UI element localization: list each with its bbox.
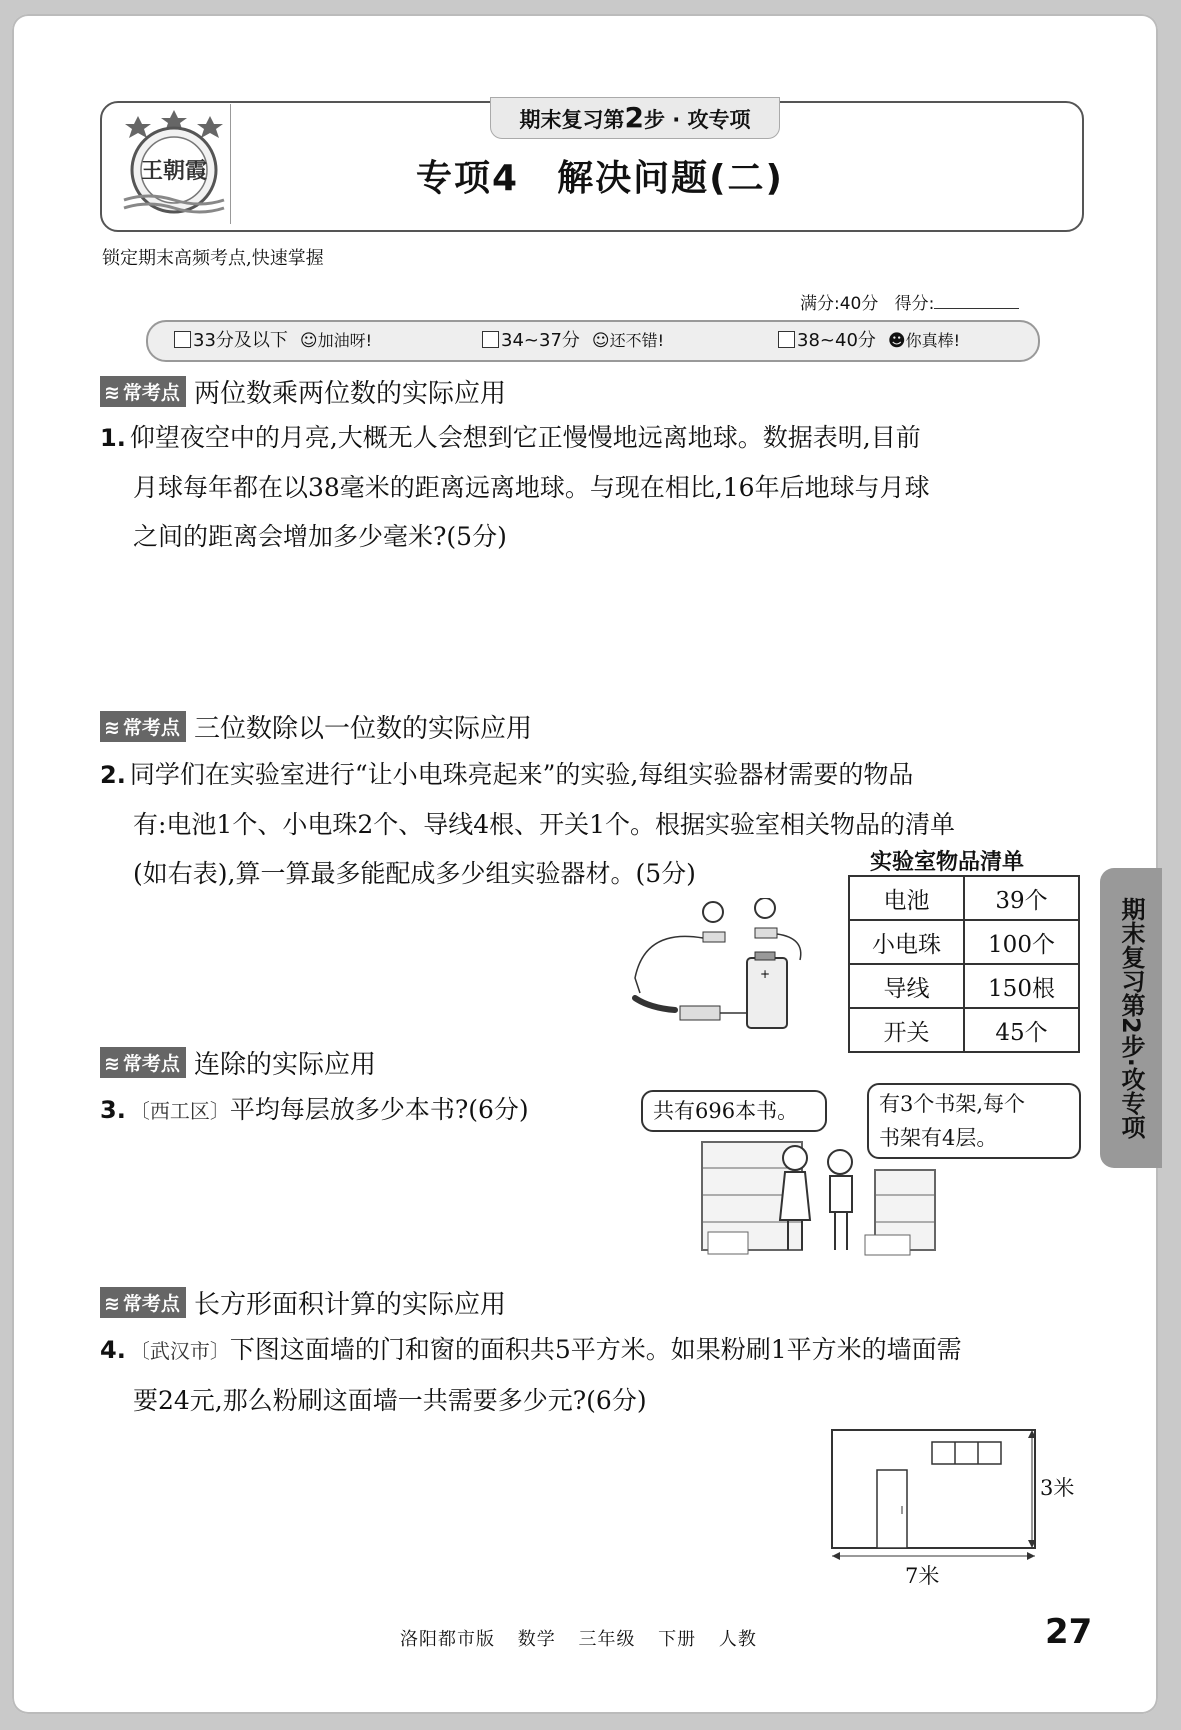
star-face-icon: ☻	[887, 331, 906, 351]
full-score: 满分:40分	[800, 294, 879, 314]
rating-high-range: 38~40分	[797, 330, 876, 351]
frequent-topic-tag: ≋ 常考点	[100, 711, 186, 742]
table-cell: 100个	[964, 920, 1079, 964]
lab-table-title: 实验室物品清单	[870, 850, 1025, 875]
section-title: 连除的实际应用	[193, 1050, 376, 1080]
rating-low	[174, 328, 372, 354]
lab-items-table	[848, 875, 1080, 1053]
table-row	[849, 876, 1079, 920]
speech-bubble-left: 共有696本书。	[641, 1090, 827, 1132]
waves-icon: ≋	[104, 1293, 120, 1315]
width-label: 7米	[905, 1564, 940, 1588]
section-title: 三位数除以一位数的实际应用	[193, 714, 532, 744]
switch-icon	[680, 1006, 720, 1020]
score-line	[800, 289, 1019, 314]
waves-icon: ≋	[104, 1053, 120, 1075]
boy-icon	[828, 1150, 852, 1174]
table-cell: 小电珠	[849, 920, 964, 964]
table-cell: 开关	[849, 1008, 964, 1052]
question-line: 有:电池1个、小电珠2个、导线4根、开关1个。根据实验室相关物品的清单	[133, 810, 956, 839]
table-row	[849, 1008, 1079, 1052]
rating-high-checkbox[interactable]	[778, 331, 795, 348]
table-row	[849, 964, 1079, 1008]
rating-high	[778, 328, 960, 354]
section-heading	[100, 1044, 376, 1081]
logo-divider	[230, 104, 231, 224]
circuit-illustration	[615, 898, 815, 1038]
rating-low-comment: 加油呀!	[317, 331, 373, 350]
bulb-icon	[703, 902, 723, 922]
frequent-topic-tag: ≋ 常考点	[100, 1047, 186, 1078]
smile-face-icon: ☺	[591, 331, 610, 351]
question-line: 仰望夜空中的月亮,大概无人会想到它正慢慢地远离地球。数据表明,目前	[129, 423, 921, 452]
question-1	[100, 413, 1090, 561]
bubble-line: 有3个书架,每个	[879, 1092, 1026, 1116]
bookshelf-illustration	[700, 1140, 950, 1260]
section-title: 长方形面积计算的实际应用	[193, 1290, 506, 1320]
table-cell: 39个	[964, 876, 1079, 920]
height-label: 3米	[1040, 1476, 1075, 1500]
rating-high-comment: 你真棒!	[905, 331, 961, 350]
rating-mid-range: 34~37分	[501, 330, 580, 351]
rating-bar	[146, 320, 1040, 362]
rating-low-checkbox[interactable]	[174, 331, 191, 348]
score-blank[interactable]	[934, 294, 1019, 309]
table-cell: 45个	[964, 1008, 1079, 1052]
window-icon	[932, 1442, 1001, 1464]
section-heading	[100, 708, 532, 745]
question-line: 同学们在实验室进行“让小电珠亮起来”的实验,每组实验器材需要的物品	[129, 760, 914, 789]
step-number: 2	[624, 101, 644, 134]
cheer-face-icon: ☺	[299, 331, 318, 351]
question-number: 2.	[100, 761, 126, 789]
svg-text:+: +	[759, 967, 771, 981]
rating-low-range: 33分及以下	[193, 330, 288, 351]
table-row	[849, 920, 1079, 964]
subtitle: 锁定期末高频考点,快速掌握	[102, 248, 324, 269]
region-label: 〔西工区〕	[129, 1099, 230, 1123]
footer: 洛阳都市版 数学 三年级 下册 人教	[400, 1629, 757, 1650]
hand-icon	[635, 998, 675, 1010]
page-number: 27	[1045, 1612, 1093, 1652]
rating-mid-comment: 还不错!	[609, 331, 665, 350]
bulb-icon	[755, 898, 775, 918]
step-suffix: 步 · 攻专项	[643, 108, 751, 132]
table-cell: 导线	[849, 964, 964, 1008]
girl-icon	[783, 1146, 807, 1170]
side-tab: 期末复习第2步·攻专项	[1100, 868, 1162, 1168]
question-line: 平均每层放多少本书?(6分)	[229, 1095, 529, 1124]
question-4	[100, 1325, 1090, 1425]
score-label: 得分:	[894, 294, 935, 314]
question-line: 下图这面墙的门和窗的面积共5平方米。如果粉刷1平方米的墙面需	[229, 1335, 962, 1364]
frequent-topic-tag: ≋ 常考点	[100, 376, 186, 407]
table-cell: 150根	[964, 964, 1079, 1008]
rating-mid	[482, 328, 664, 354]
waves-icon: ≋	[104, 382, 120, 404]
section-heading	[100, 373, 506, 410]
step-prefix: 期末复习第	[519, 108, 625, 132]
logo-text: 王朝霞	[140, 158, 208, 184]
rating-mid-checkbox[interactable]	[482, 331, 499, 348]
question-line: 之间的距离会增加多少毫米?(5分)	[133, 522, 507, 551]
publisher-logo	[118, 108, 230, 220]
box-icon	[708, 1232, 748, 1254]
section-heading	[100, 1284, 506, 1321]
question-number: 1.	[100, 424, 126, 452]
waves-icon: ≋	[104, 717, 120, 739]
frequent-topic-tag: ≋ 常考点	[100, 1287, 186, 1318]
box-icon	[865, 1235, 910, 1255]
question-line: 月球每年都在以38毫米的距离远离地球。与现在相比,16年后地球与月球	[133, 473, 930, 502]
question-line: 要24元,那么粉刷这面墙一共需要多少元?(6分)	[133, 1386, 647, 1415]
table-cell: 电池	[849, 876, 964, 920]
step-banner	[490, 97, 780, 139]
question-number: 3.	[100, 1096, 126, 1124]
bubble-line: 书架有4层。	[879, 1126, 998, 1150]
section-title: 两位数乘两位数的实际应用	[193, 379, 506, 409]
page-title: 专项4 解决问题(二)	[416, 158, 784, 199]
region-label: 〔武汉市〕	[129, 1339, 230, 1363]
question-number: 4.	[100, 1336, 126, 1364]
question-line: (如右表),算一算最多能配成多少组实验器材。(5分)	[133, 859, 696, 888]
